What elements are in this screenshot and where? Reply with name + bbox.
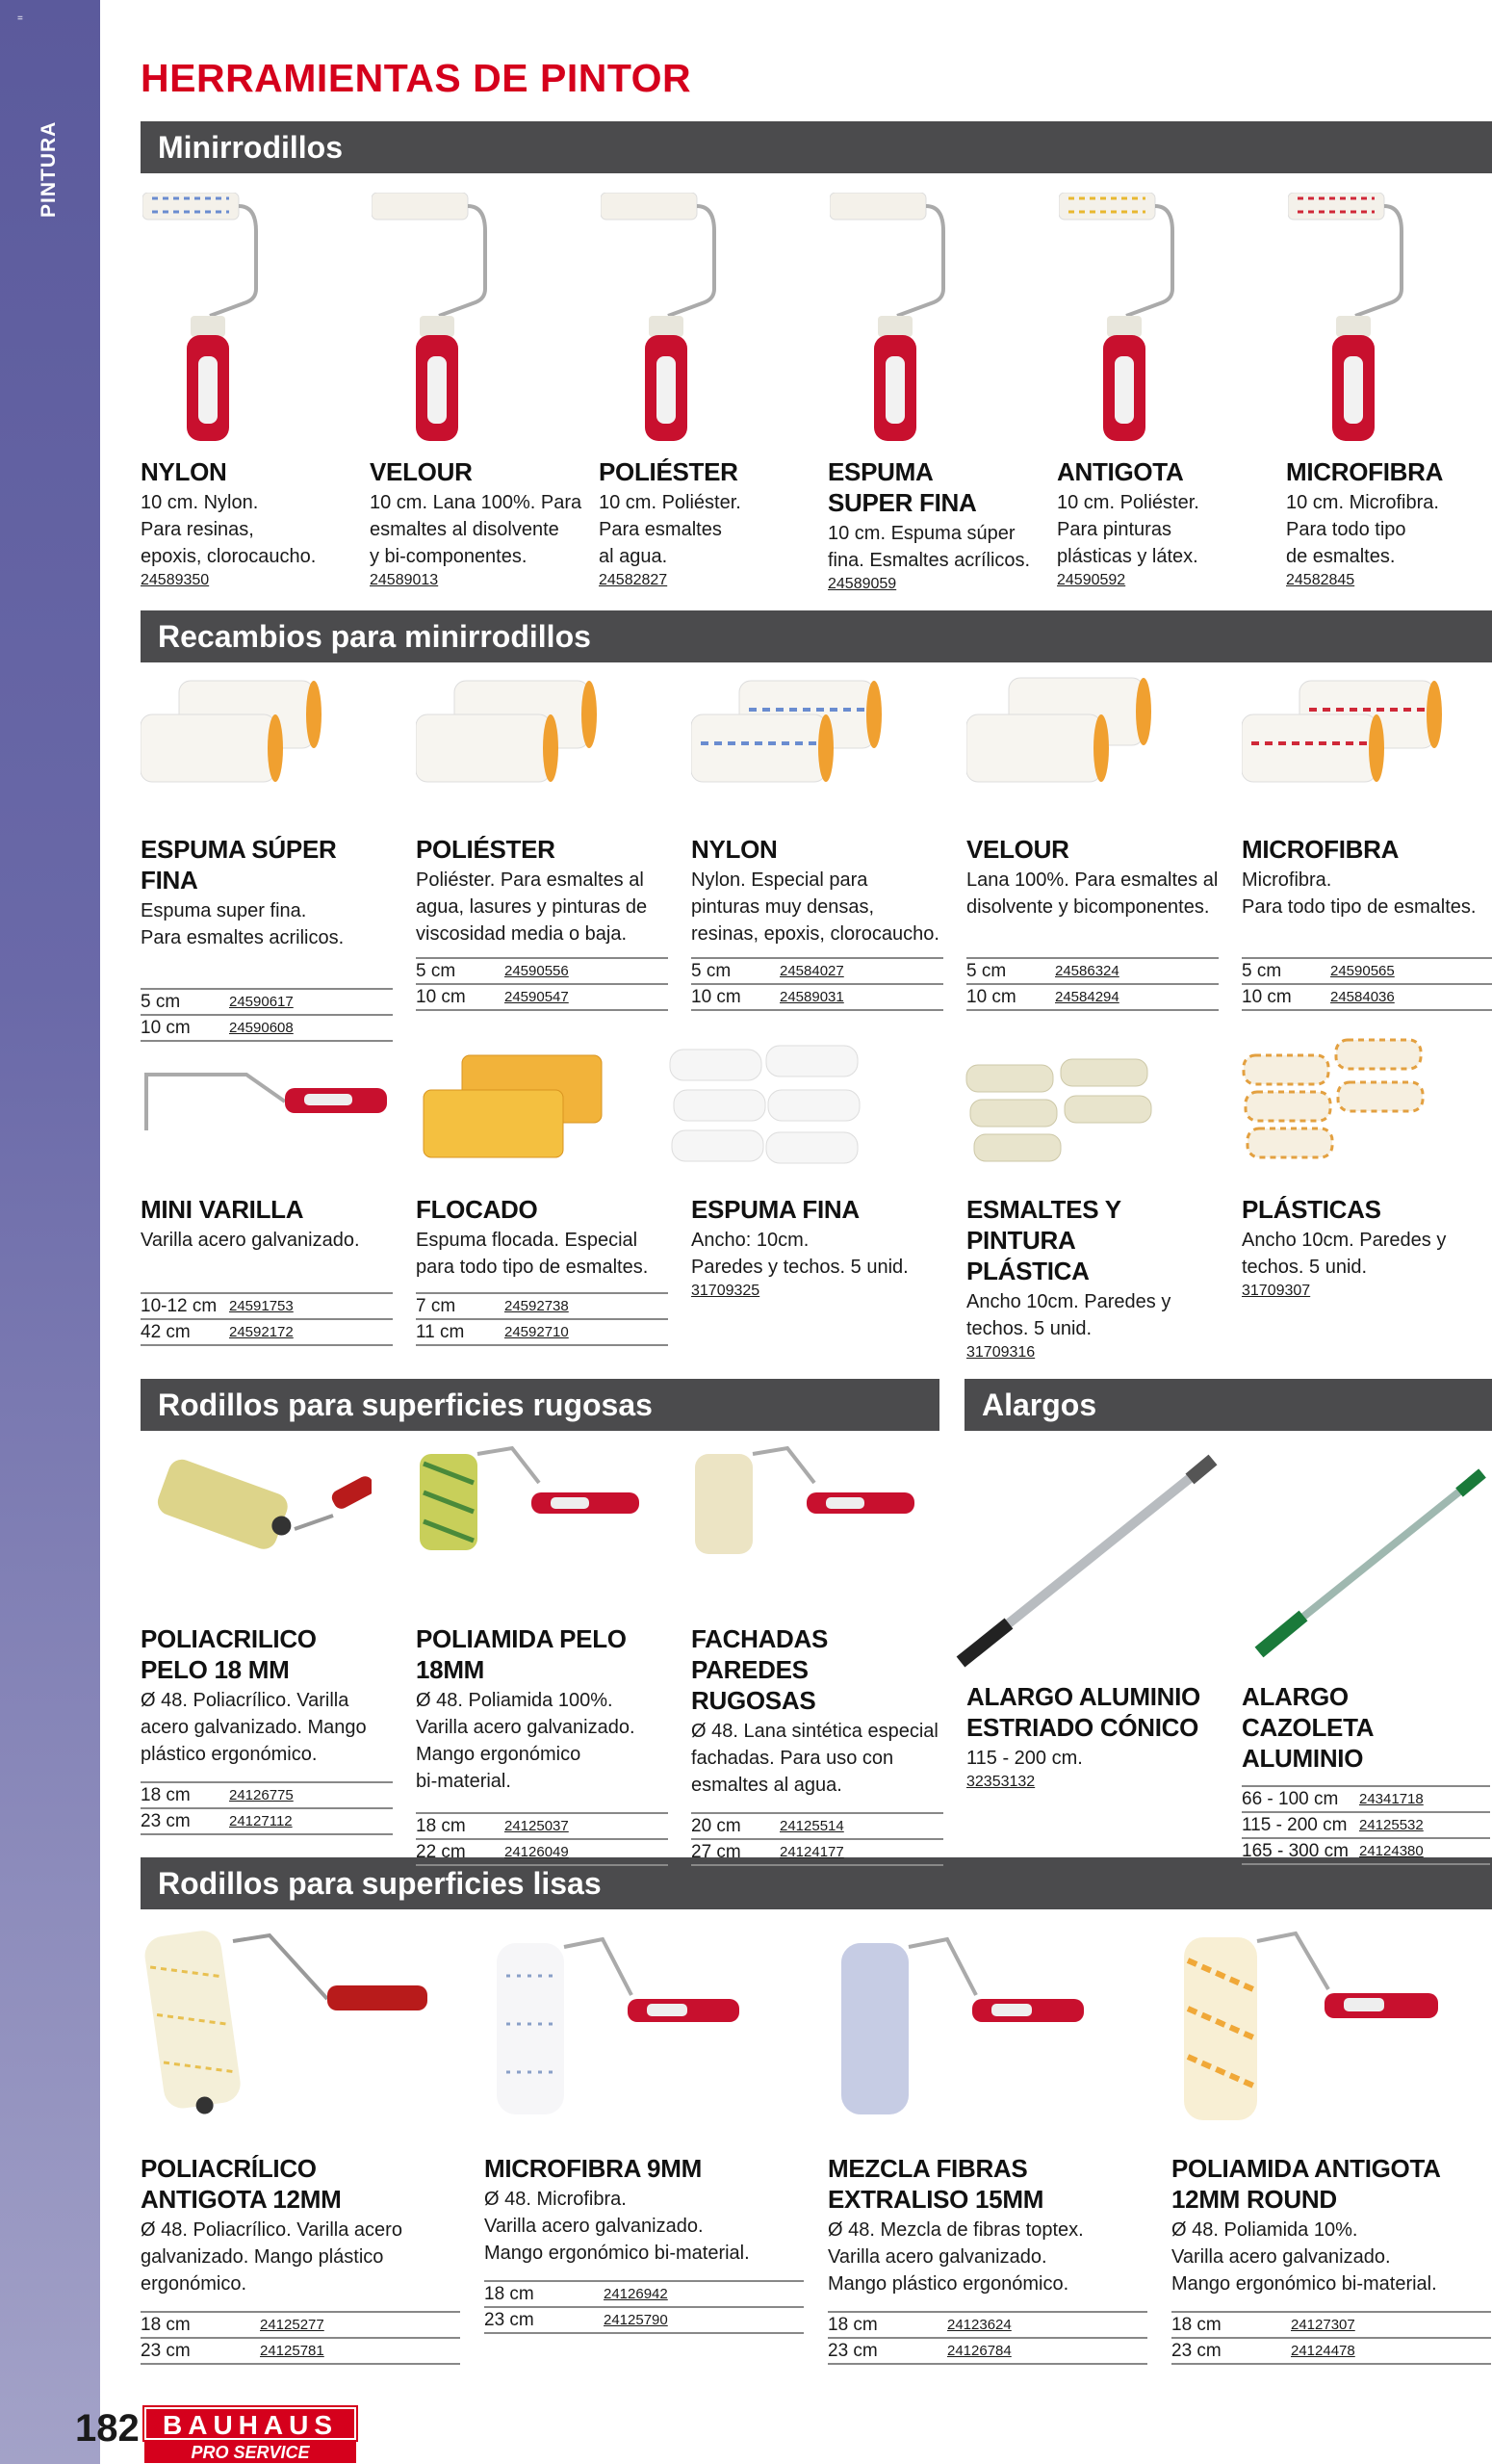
- code[interactable]: 24125532: [1359, 1817, 1424, 1833]
- extra-mini-varilla: [141, 1194, 393, 1346]
- recambio-velour: [966, 834, 1219, 1011]
- size: 10 cm: [1242, 986, 1292, 1007]
- recambio-poliester: [416, 834, 668, 1011]
- code[interactable]: 24584036: [1330, 989, 1395, 1005]
- poliacrilico-antigota-image: [144, 1922, 433, 2124]
- rugosa-desc: Ø 48. Lana sintética especial fachadas. Para uso con esmaltes al agua.: [691, 1721, 939, 1796]
- size: 18 cm: [141, 2314, 191, 2335]
- mini-code[interactable]: 24582845: [1286, 572, 1355, 588]
- table-row: [691, 985, 943, 1011]
- size: 23 cm: [828, 2340, 878, 2361]
- table-row: [828, 2339, 1147, 2365]
- plasticas-image: [1242, 1036, 1453, 1161]
- code[interactable]: 24584027: [780, 963, 844, 979]
- rugosa-fachadas: [691, 1623, 943, 1866]
- rugosa-title: FACHADAS PAREDES RUGOSAS: [691, 1624, 829, 1715]
- lisa-title: MEZCLA FIBRAS EXTRALISO 15MM: [828, 2154, 1044, 2214]
- size: 115 - 200 cm: [1242, 1814, 1348, 1835]
- section-bar-alargos: Alargos: [965, 1379, 1492, 1431]
- logo-top-text: BAUHAUS: [144, 2407, 356, 2440]
- size: 7 cm: [416, 1295, 456, 1316]
- size: 23 cm: [484, 2309, 534, 2330]
- sidebar: [0, 0, 100, 2464]
- table-row: [828, 2313, 1147, 2339]
- bauhaus-logo[interactable]: [144, 2407, 356, 2463]
- espuma-fina-image: [668, 1040, 880, 1175]
- table-row: [1242, 1787, 1490, 1813]
- mini-item-poliester: [599, 456, 810, 589]
- size-table: [828, 2311, 1147, 2365]
- lisa-poliamida: [1171, 2153, 1491, 2365]
- mini-item-espuma: [828, 456, 1049, 593]
- code[interactable]: 24591753: [229, 1298, 294, 1314]
- recambio-nylon: [691, 834, 943, 1011]
- page-title: HERRAMIENTAS DE PINTOR: [141, 56, 692, 100]
- recambio-desc: Lana 100%. Para esmaltes al disolvente y bicomponentes.: [966, 869, 1219, 918]
- code[interactable]: 24126775: [229, 1787, 294, 1803]
- code[interactable]: 24586324: [1055, 963, 1119, 979]
- extra-desc: Ancho 10cm. Paredes y techos. 5 unid.: [966, 1291, 1171, 1339]
- mini-code[interactable]: 24589350: [141, 572, 210, 588]
- code[interactable]: 24125514: [780, 1818, 844, 1834]
- size-table: [1171, 2311, 1491, 2365]
- extra-title: ESMALTES Y PINTURA PLÁSTICA: [966, 1195, 1121, 1285]
- size: 18 cm: [828, 2314, 878, 2335]
- nylon-refill-image: [691, 676, 913, 791]
- alargo-cazoleta: [1242, 1681, 1490, 1865]
- esmaltes-image: [965, 1051, 1176, 1167]
- mezcla-fibras-image: [832, 1928, 1092, 2120]
- extra-code[interactable]: 31709316: [966, 1344, 1036, 1361]
- extra-title: MINI VARILLA: [141, 1195, 304, 1224]
- extra-title: ESPUMA FINA: [691, 1195, 860, 1224]
- sidebar-label: PINTURA: [38, 120, 60, 218]
- mini-code[interactable]: 24582827: [599, 572, 668, 588]
- table-row: [416, 1294, 668, 1320]
- size: 10 cm: [966, 986, 1016, 1007]
- microfibra-refill-image: [1242, 676, 1473, 791]
- antigota-mini-roller-image: [1059, 193, 1184, 445]
- recambio-title: ESPUMA SÚPER FINA: [141, 835, 337, 895]
- size: 10 cm: [416, 986, 466, 1007]
- mini-desc: 10 cm. Nylon. Para resinas, epoxis, clorocaucho.: [141, 492, 317, 567]
- mini-code[interactable]: 24590592: [1057, 572, 1126, 588]
- section-bar-rugosas: Rodillos para superficies rugosas: [141, 1379, 939, 1431]
- poliester-refill-image: [416, 676, 608, 791]
- size-table: [691, 1812, 943, 1866]
- lisa-title: MICROFIBRA 9MM: [484, 2154, 702, 2183]
- code[interactable]: 24126049: [504, 1844, 569, 1860]
- recambio-title: POLIÉSTER: [416, 835, 555, 864]
- alargo-title: ALARGO CAZOLETA ALUMINIO: [1242, 1682, 1374, 1773]
- table-row: [416, 1320, 668, 1346]
- table-row: [1242, 959, 1492, 985]
- size-table: [141, 2311, 460, 2365]
- extra-esmaltes: [966, 1194, 1226, 1362]
- code[interactable]: 24123624: [947, 2317, 1012, 2333]
- table-row: [416, 959, 668, 985]
- table-row: [141, 1809, 393, 1835]
- size: 10 cm: [691, 986, 741, 1007]
- size: 5 cm: [966, 960, 1007, 981]
- table-row: [416, 985, 668, 1011]
- extra-desc: Ancho 10cm. Paredes y techos. 5 unid.: [1242, 1230, 1447, 1278]
- size-table: [416, 957, 668, 1011]
- poliacrilico-18mm-image: [150, 1448, 372, 1593]
- code[interactable]: 24341718: [1359, 1791, 1424, 1807]
- mini-item-nylon: [141, 456, 352, 589]
- table-row: [1242, 1839, 1490, 1865]
- code[interactable]: 24590565: [1330, 963, 1395, 979]
- size: 5 cm: [416, 960, 456, 981]
- mini-desc: 10 cm. Poliéster. Para pinturas plásticas y látex.: [1057, 492, 1199, 567]
- alargo-conico-image: [941, 1444, 1221, 1675]
- table-row: [141, 2339, 460, 2365]
- mini-desc: 10 cm. Poliéster. Para esmaltes al agua.: [599, 492, 741, 567]
- table-row: [966, 985, 1219, 1011]
- size: 18 cm: [416, 1815, 466, 1836]
- extra-desc: Varilla acero galvanizado.: [141, 1230, 360, 1251]
- code[interactable]: 24125277: [260, 2317, 324, 2333]
- code[interactable]: 24125790: [604, 2312, 668, 2328]
- size: 23 cm: [1171, 2340, 1222, 2361]
- table-row: [141, 2313, 460, 2339]
- mini-item-microfibra: [1286, 456, 1488, 589]
- espuma-refill-image: [141, 676, 333, 791]
- size-table: [141, 988, 393, 1042]
- code[interactable]: 24124478: [1291, 2343, 1355, 2359]
- size: 66 - 100 cm: [1242, 1788, 1339, 1809]
- table-row: [141, 1294, 393, 1320]
- poliamida-18mm-image: [416, 1444, 647, 1560]
- code[interactable]: 24127307: [1291, 2317, 1355, 2333]
- mini-code[interactable]: 24589013: [370, 572, 439, 588]
- code[interactable]: 24592172: [229, 1324, 294, 1340]
- poliamida-antigota-image: [1174, 1922, 1444, 2124]
- table-row: [141, 1783, 393, 1809]
- code[interactable]: 24590608: [229, 1020, 294, 1036]
- section-bar-minirrodillos: Minirrodillos: [141, 121, 1492, 173]
- recambio-desc: Nylon. Especial para pinturas muy densas, resinas, epoxis, clorocaucho.: [691, 869, 939, 945]
- table-row: [1242, 1813, 1490, 1839]
- size-table: [484, 2280, 804, 2334]
- extra-flocado: [416, 1194, 668, 1346]
- code[interactable]: 24592738: [504, 1298, 569, 1314]
- mini-item-antigota: [1057, 456, 1269, 589]
- lisa-desc: Ø 48. Poliacrílico. Varilla acero galvanizado. Mango plástico ergonómico.: [141, 2219, 402, 2295]
- code[interactable]: 24589031: [780, 989, 844, 1005]
- size: 23 cm: [141, 1810, 191, 1831]
- mini-desc: 10 cm. Microfibra. Para todo tipo de esmaltes.: [1286, 492, 1439, 567]
- size: 5 cm: [691, 960, 732, 981]
- mini-desc: 10 cm. Espuma súper fina. Esmaltes acrílicos.: [828, 523, 1031, 571]
- fachadas-rugosas-image: [691, 1444, 922, 1560]
- extra-desc: Espuma flocada. Especial para todo tipo de esmaltes.: [416, 1230, 649, 1278]
- extra-code[interactable]: 31709307: [1242, 1283, 1311, 1299]
- size: 20 cm: [691, 1815, 741, 1836]
- section-bar-recambios: Recambios para minirrodillos: [141, 610, 1492, 662]
- lisa-mezcla: [828, 2153, 1147, 2365]
- extra-plasticas: [1242, 1194, 1492, 1300]
- alargo-aluminio: [966, 1681, 1226, 1791]
- code[interactable]: 24126784: [947, 2343, 1012, 2359]
- lisa-desc: Ø 48. Poliamida 10%. Varilla acero galvanizado. Mango ergonómico bi-material.: [1171, 2219, 1437, 2295]
- table-row: [484, 2282, 804, 2308]
- table-row: [1242, 985, 1492, 1011]
- code[interactable]: 24590556: [504, 963, 569, 979]
- alargo-desc: 115 - 200 cm.: [966, 1748, 1083, 1769]
- size: 22 cm: [416, 1841, 466, 1862]
- alargo-code[interactable]: 32353132: [966, 1774, 1036, 1790]
- velour-mini-roller-image: [372, 193, 497, 445]
- mini-title: ANTIGOTA: [1057, 457, 1184, 486]
- size: 27 cm: [691, 1841, 741, 1862]
- mini-title: NYLON: [141, 457, 227, 486]
- extra-espuma-fina: [691, 1194, 943, 1300]
- lisa-desc: Ø 48. Mezcla de fibras toptex. Varilla acero galvanizado. Mango plástico ergonómico.: [828, 2219, 1084, 2295]
- table-row: [484, 2308, 804, 2334]
- nylon-mini-roller-image: [142, 193, 268, 445]
- extra-code[interactable]: 31709325: [691, 1283, 760, 1299]
- table-row: [1171, 2339, 1491, 2365]
- table-row: [141, 990, 393, 1016]
- table-row: [966, 959, 1219, 985]
- size: 42 cm: [141, 1321, 191, 1342]
- extra-title: PLÁSTICAS: [1242, 1195, 1381, 1224]
- rugosa-poliacrilico: [141, 1623, 393, 1835]
- rugosa-desc: Ø 48. Poliacrílico. Varilla acero galvanizado. Mango plástico ergonómico.: [141, 1690, 367, 1765]
- mini-varilla-image: [141, 1063, 391, 1140]
- code[interactable]: 24126942: [604, 2286, 668, 2302]
- rugosa-poliamida: [416, 1623, 668, 1866]
- recambio-espuma: [141, 834, 393, 1042]
- size-table: [416, 1292, 668, 1346]
- recambio-title: MICROFIBRA: [1242, 835, 1400, 864]
- mini-desc: 10 cm. Lana 100%. Para esmaltes al disolvente y bi-componentes.: [370, 492, 582, 567]
- lisa-title: POLIAMIDA ANTIGOTA 12MM ROUND: [1171, 2154, 1441, 2214]
- extra-title: FLOCADO: [416, 1195, 538, 1224]
- poliester-mini-roller-image: [601, 193, 726, 445]
- size-table: [1242, 957, 1492, 1011]
- table-row: [691, 1840, 943, 1866]
- size: 11 cm: [416, 1321, 465, 1342]
- table-row: [1171, 2313, 1491, 2339]
- mini-title: VELOUR: [370, 457, 473, 486]
- size-table: [691, 957, 943, 1011]
- alargo-cazoleta-image: [1236, 1460, 1492, 1672]
- code[interactable]: 24125781: [260, 2343, 324, 2359]
- table-row: [141, 1320, 393, 1346]
- rugosa-title: POLIAMIDA PELO 18MM: [416, 1624, 627, 1684]
- code[interactable]: 24124380: [1359, 1843, 1424, 1859]
- extra-desc: Ancho: 10cm. Paredes y techos. 5 unid.: [691, 1230, 909, 1278]
- mini-item-velour: [370, 456, 591, 589]
- code[interactable]: 24584294: [1055, 989, 1119, 1005]
- size: 165 - 300 cm: [1242, 1840, 1349, 1861]
- table-row: [141, 1016, 393, 1042]
- size: 23 cm: [141, 2340, 191, 2361]
- mini-code[interactable]: 24589059: [828, 576, 897, 592]
- rugosa-title: POLIACRILICO PELO 18 MM: [141, 1624, 317, 1684]
- recambio-desc: Espuma super fina. Para esmaltes acrilicos.: [141, 900, 345, 948]
- recambio-title: NYLON: [691, 835, 778, 864]
- size-table: [416, 1812, 668, 1866]
- size: 18 cm: [484, 2283, 534, 2304]
- mini-title: MICROFIBRA: [1286, 457, 1444, 486]
- microfibra-9mm-image: [487, 1928, 747, 2120]
- size: 18 cm: [1171, 2314, 1222, 2335]
- flocado-image: [420, 1051, 612, 1167]
- size: 5 cm: [1242, 960, 1282, 981]
- section-bar-lisas: Rodillos para superficies lisas: [141, 1857, 1492, 1909]
- lisa-poliacrilico: [141, 2153, 460, 2365]
- table-row: [691, 959, 943, 985]
- size-table: [966, 957, 1219, 1011]
- table-row: [416, 1814, 668, 1840]
- size: 10-12 cm: [141, 1295, 218, 1316]
- size: 18 cm: [141, 1784, 191, 1805]
- mini-title: ESPUMA SUPER FINA: [828, 457, 977, 517]
- size-table: [141, 1292, 393, 1346]
- code[interactable]: 24590617: [229, 994, 294, 1010]
- code[interactable]: 24125037: [504, 1818, 569, 1834]
- microfibra-mini-roller-image: [1288, 193, 1413, 445]
- espuma-mini-roller-image: [830, 193, 955, 445]
- code[interactable]: 24127112: [229, 1813, 293, 1829]
- rugosa-desc: Ø 48. Poliamida 100%. Varilla acero galvanizado. Mango ergonómico bi-material.: [416, 1690, 635, 1792]
- size-table: [1242, 1785, 1490, 1865]
- recambio-desc: Poliéster. Para esmaltes al agua, lasures y pinturas de viscosidad media o baja.: [416, 869, 648, 945]
- code[interactable]: 24590547: [504, 989, 569, 1005]
- table-row: [416, 1840, 668, 1866]
- code[interactable]: 24592710: [504, 1324, 569, 1340]
- sidebar-mark: =: [17, 13, 23, 24]
- recambio-microfibra: [1242, 834, 1492, 1011]
- size: 10 cm: [141, 1017, 191, 1038]
- logo-bottom-text: PRO SERVICE: [144, 2442, 356, 2463]
- recambio-title: VELOUR: [966, 835, 1069, 864]
- velour-refill-image: [966, 676, 1188, 791]
- table-row: [691, 1814, 943, 1840]
- lisa-desc: Ø 48. Microfibra. Varilla acero galvanizado. Mango ergonómico bi-material.: [484, 2189, 750, 2264]
- size: 5 cm: [141, 991, 181, 1012]
- page-number: 182: [75, 2407, 140, 2450]
- lisa-title: POLIACRÍLICO ANTIGOTA 12MM: [141, 2154, 342, 2214]
- recambio-desc: Microfibra. Para todo tipo de esmaltes.: [1242, 869, 1477, 918]
- alargo-title: ALARGO ALUMINIO ESTRIADO CÓNICO: [966, 1682, 1200, 1742]
- lisa-microfibra: [484, 2153, 804, 2334]
- code[interactable]: 24124177: [780, 1844, 844, 1860]
- mini-title: POLIÉSTER: [599, 457, 738, 486]
- size-table: [141, 1781, 393, 1835]
